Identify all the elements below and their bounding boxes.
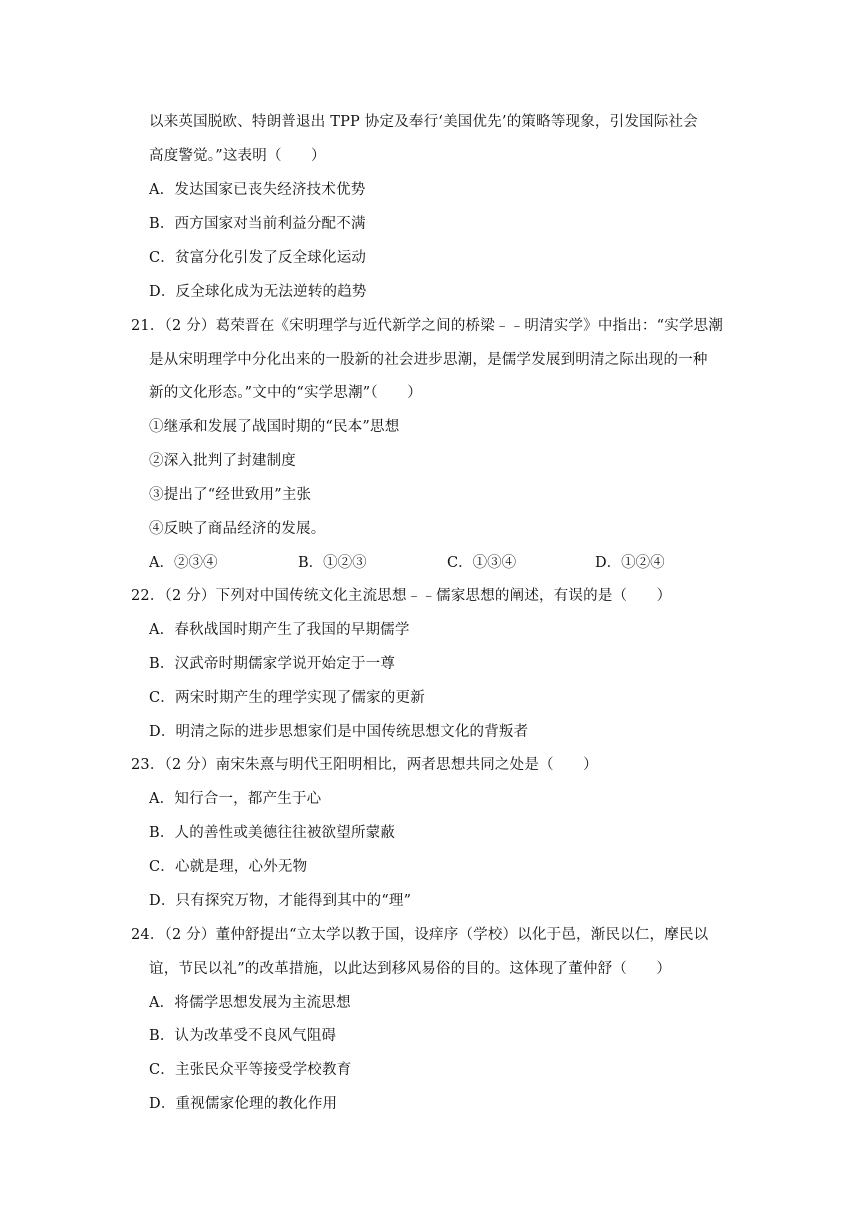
q24-option-a: A．将儒学思想发展为主流思想 bbox=[149, 995, 351, 1011]
q20-option-d: D．反全球化成为无法逆转的趋势 bbox=[149, 284, 367, 300]
q21-item-3: ③提出了“经世致用”主张 bbox=[149, 487, 312, 503]
q22-stem-line-1: 22．（2 分）下列对中国传统文化主流思想﹣﹣儒家思想的阐述，有误的是（ ） bbox=[131, 588, 672, 604]
q20-stem-line-2: 高度警觉。”这表明（ ） bbox=[149, 148, 326, 164]
q21-option-c: C．①③④ bbox=[447, 555, 517, 571]
q23-option-d: D．只有探究万物，才能得到其中的“理” bbox=[149, 893, 412, 909]
q21-stem-line-3: 新的文化形态。”文中的“实学思潮”（ ） bbox=[149, 385, 422, 401]
q21-item-2: ②深入批判了封建制度 bbox=[149, 453, 296, 469]
q24-stem-line-1: 24．（2 分）董仲舒提出“立太学以教于国，设痒序（学校）以化于邑，渐民以仁，摩民以 bbox=[131, 927, 709, 943]
q21-item-4: ④反映了商品经济的发展。 bbox=[149, 521, 326, 537]
q21-item-1: ①继承和发展了战国时期的“民本”思想 bbox=[149, 419, 400, 435]
q23-stem-line-1: 23．（2 分）南宋朱熹与明代王阳明相比，两者思想共同之处是（ ） bbox=[131, 757, 598, 773]
q20-option-c: C．贫富分化引发了反全球化运动 bbox=[149, 250, 367, 266]
q23-option-c: C．心就是理，心外无物 bbox=[149, 859, 308, 875]
q24-option-c: C．主张民众平等接受学校教育 bbox=[149, 1062, 352, 1078]
q21-option-d: D．①②④ bbox=[595, 555, 665, 571]
q21-stem-line-1: 21．（2 分）葛荣晋在《宋明理学与近代新学之间的桥梁﹣﹣明清实学》中指出：“实学思潮 bbox=[131, 318, 724, 334]
q20-option-b: B．西方国家对当前利益分配不满 bbox=[149, 216, 366, 232]
q24-option-b: B．认为改革受不良风气阻碍 bbox=[149, 1028, 337, 1044]
q22-option-c: C．两宋时期产生的理学实现了儒家的更新 bbox=[149, 690, 425, 706]
q21-option-a: A．②③④ bbox=[149, 555, 218, 571]
q23-option-a: A．知行合一，都产生于心 bbox=[149, 791, 322, 807]
q22-option-b: B．汉武帝时期儒家学说开始定于一尊 bbox=[149, 656, 396, 672]
q21-stem-line-2: 是从宋明理学中分化出来的一股新的社会进步思潮，是儒学发展到明清之际出现的一种 bbox=[149, 352, 708, 368]
q24-option-d: D．重视儒家伦理的教化作用 bbox=[149, 1096, 338, 1112]
q21-option-b: B．①②③ bbox=[298, 555, 367, 571]
q20-option-a: A．发达国家已丧失经济技术优势 bbox=[149, 182, 366, 198]
q22-option-a: A．春秋战国时期产生了我国的早期儒学 bbox=[149, 622, 410, 638]
q22-option-d: D．明清之际的进步思想家们是中国传统思想文化的背叛者 bbox=[149, 724, 529, 740]
q24-stem-line-2: 谊，节民以礼”的改革措施，以此达到移风易俗的目的。这体现了董仲舒（ ） bbox=[149, 961, 672, 977]
q21-options-row bbox=[149, 553, 709, 573]
q23-option-b: B．人的善性或美德往往被欲望所蒙蔽 bbox=[149, 825, 396, 841]
q20-stem-line-1: 以来英国脱欧、特朗普退出 TPP 协定及奉行‘美国优先’的策略等现象，引发国际社会 bbox=[149, 114, 698, 130]
